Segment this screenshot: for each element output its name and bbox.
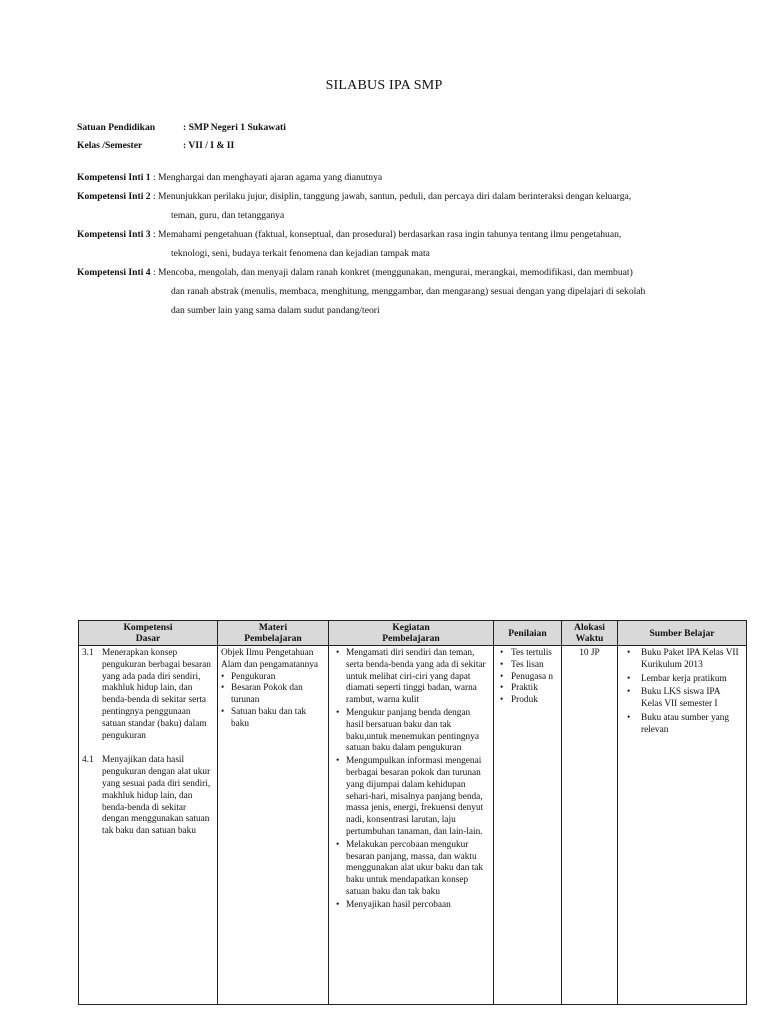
kd-item (82, 755, 214, 838)
list-item: • Penugasa n (511, 672, 558, 684)
cell-materi-pembelajaran (218, 646, 329, 1005)
syllabus-table (78, 620, 747, 1005)
ki-text: : Menghargai dan menghayati ajaran agama yang dianutnya (150, 172, 383, 183)
table-header-row (79, 621, 747, 646)
kompetensi-inti-1 (77, 168, 737, 187)
cell-kegiatan-pembelajaran (329, 646, 494, 1005)
meta-value: : SMP Negeri 1 Sukawati (183, 122, 286, 133)
list-item: • Buku LKS siswa IPA Kelas VII semester I (641, 687, 743, 711)
list-item: • Satuan baku dan tak baku (231, 707, 325, 731)
cell-sumber-belajar (618, 646, 747, 1005)
ki-text: : Menunjukkan perilaku jujur, disiplin, tanggung jawab, santun, peduli, dan percaya diri dalam berinteraksi dengan keluarga, (150, 191, 632, 202)
header-alokasi-waktu: Alokasi Waktu (562, 621, 618, 646)
ki-label: Kompetensi Inti 4 (77, 267, 151, 278)
ki-label: Kompetensi Inti 2 (77, 191, 151, 202)
ki-text: : Mencoba, mengolah, dan menyaji dalam ranah konkret (menggunakan, mengurai, merangkai, memodifikasi, dan membuat) (150, 267, 633, 278)
materi-intro: Objek Ilmu Pengetahuan Alam dan pengamatannya (221, 648, 319, 670)
list-item: • Tes lisan (511, 660, 558, 672)
ki-label: Kompetensi Inti 1 (77, 172, 151, 183)
header-penilaian: Penilaian (494, 621, 562, 646)
kd-text: Menerapkan konsep pengukuran berbagai besaran yang ada pada diri sendiri, makhluk hidup lain, dan benda-benda di sekitar serta pentingnya penggunaan satuan standar (baku) dalam pengukuran (102, 648, 211, 741)
ki-text: : Memahami pengetahuan (faktual, konseptual, dan prosedural) berdasarkan rasa ingin tahunya tentang ilmu pengetahuan, (150, 229, 622, 240)
list-item: • Mengumpulkan informasi mengenai berbagai besaran pokok dan turunan yang dijumpai dalam kehidupan sehari-hari, misalnya panjang benda, massa jenis, energi, frekuensi denyut nadi, konsentrasi larutan, laju pertumbuhan tanaman, dan lain-lain. (346, 756, 490, 839)
meta-satuan-pendidikan (77, 122, 286, 133)
list-item: • Mengukur panjang benda dengan hasil bersatuan baku dan tak baku,untuk menemukan pentingnya satuan baku dalam pengukuran (346, 708, 490, 755)
list-item: • Besaran Pokok dan turunan (231, 683, 325, 707)
list-item: • Menyajikan hasil percobaan (346, 900, 490, 912)
kompetensi-inti-4 (77, 263, 737, 320)
list-item: • Mengamati diri sendiri dan teman, serta benda-benda yang ada di sekitar untuk melihat ciri-ciri yang dapat diamati seperti tinggi badan, warna rambut, warna kulit (346, 648, 490, 707)
header-kompetensi-dasar: Kompetensi Dasar (79, 621, 218, 646)
meta-kelas-semester (77, 140, 234, 151)
kd-number: 4.1 (82, 755, 94, 766)
ki-text-continued: dan sumber lain yang sama dalam sudut pandang/teori (171, 305, 380, 316)
kd-number: 3.1 (82, 648, 94, 658)
ki-label: Kompetensi Inti 3 (77, 229, 151, 240)
table-row (79, 646, 747, 1005)
ki-text-continued: dan ranah abstrak (menulis, membaca, menghitung, menggambar, dan mengarang) sesuai dengan yang dipelajari di sekolah (171, 286, 646, 297)
cell-alokasi-waktu (562, 646, 618, 1005)
alokasi-value: 10 JP (579, 648, 600, 658)
list-item: • Lembar kerja pratikum (641, 674, 743, 686)
list-item: • Praktik (511, 683, 558, 695)
list-item: • Pengukuran (231, 672, 325, 684)
list-item: • Buku Paket IPA Kelas VII Kurikulum 2013 (641, 648, 743, 672)
ki-text-continued: teknologi, seni, budaya terkait fenomena dan kejadian tampak mata (171, 248, 430, 259)
page-title: SILABUS IPA SMP (325, 78, 443, 93)
ki-text-continued: teman, guru, dan tetangganya (171, 210, 285, 221)
header-materi-pembelajaran: Materi Pembelajaran (218, 621, 329, 646)
list-item: • Melakukan percobaan mengukur besaran panjang, massa, dan waktu menggunakan alat ukur baku dan tak baku untuk mendapatkan konsep satuan baku dan tak baku (346, 840, 490, 899)
header-kegiatan-pembelajaran: Kegiatan Pembelajaran (329, 621, 494, 646)
header-sumber-belajar: Sumber Belajar (618, 621, 747, 646)
kd-item (82, 648, 214, 742)
meta-label: Satuan Pendidikan (77, 122, 156, 133)
kd-text: Menyajikan data hasil pengukuran dengan alat ukur yang sesuai pada diri sendiri, makhluk hidup lain, dan benda-benda di sekitar dengan menggunakan satuan tak baku dan satuan baku (102, 755, 211, 837)
meta-value: : VII / I & II (183, 140, 235, 151)
cell-kompetensi-dasar (79, 646, 218, 1005)
list-item: • Produk (511, 695, 558, 707)
list-item: • Tes tertulis (511, 648, 558, 660)
cell-penilaian (494, 646, 562, 1005)
meta-label: Kelas /Semester (77, 140, 143, 151)
kompetensi-inti-2 (77, 187, 737, 225)
kompetensi-inti-3 (77, 225, 737, 263)
list-item: • Buku atau sumber yang relevan (641, 713, 743, 737)
